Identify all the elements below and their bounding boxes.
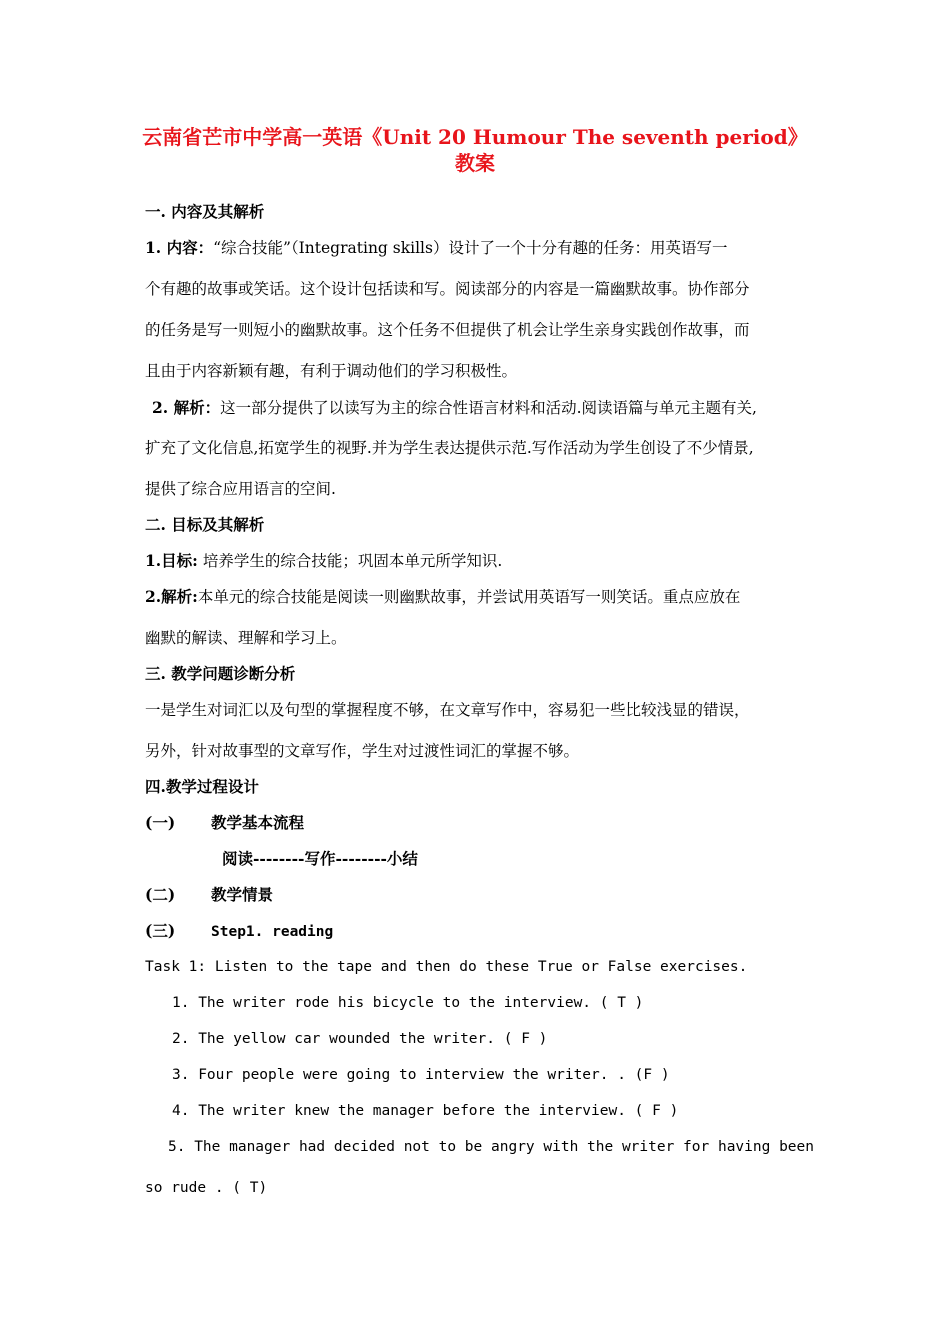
exercise-item-5-line1: 5. The manager had decided not to be angry with the writer for having been [168, 1139, 815, 1155]
section2-item1-text: 培养学生的综合技能；巩固本单元所学知识. [197, 552, 503, 570]
document-title-line2: 教案 [455, 151, 495, 175]
section1-item2-line2: 扩充了文化信息,拓宽学生的视野.并为学生表达提供示范.写作活动为学生创设了不少情景, [145, 439, 754, 457]
section2-item2-line1 [145, 587, 740, 607]
section1-item1-line3: 的任务是写一则短小的幽默故事。这个任务不但提供了机会让学生亲身实践创作故事，而 [145, 321, 750, 339]
section2-item2-text: 本单元的综合技能是阅读一则幽默故事，并尝试用英语写一则笑话。重点应放在 [197, 588, 741, 606]
exercise-item-3: 3. Four people were going to interview the writer. . (F ) [172, 1067, 670, 1083]
section1-item1-line1 [145, 238, 727, 258]
section1-item2-line1 [152, 398, 757, 418]
section3-line2: 另外，针对故事型的文章写作，学生对过渡性词汇的掌握不够。 [145, 742, 580, 760]
section4-sub2-number: (二) [145, 885, 176, 904]
section1-item1-line2: 个有趣的故事或笑话。这个设计包括读和写。阅读部分的内容是一篇幽默故事。协作部分 [145, 280, 750, 298]
section1-heading: 一. 内容及其解析 [145, 202, 265, 221]
teaching-flow: 阅读--------写作--------小结 [222, 849, 418, 868]
section1-item2-label: 2. 解析： [152, 398, 221, 417]
section2-item1-label: 1.目标: [145, 551, 198, 570]
section1-item2-text: 这一部分提供了以读写为主的综合性语言材料和活动.阅读语篇与单元主题有关, [220, 399, 757, 417]
section1-item1-text: “综合技能”（Integrating skills）设计了一个十分有趣的任务：用英语写一 [213, 239, 728, 257]
document-title-line1: 云南省芒市中学高一英语《Unit 20 Humour The seventh period》 [142, 125, 808, 149]
section2-item1 [145, 551, 502, 571]
section4-sub2 [145, 885, 273, 905]
section2-item2-label: 2.解析: [145, 587, 198, 606]
section3-line1: 一是学生对词汇以及句型的掌握程度不够，在文章写作中，容易犯一些比较浅显的错误， [145, 701, 750, 719]
section4-sub3 [145, 921, 333, 942]
section2-heading: 二. 目标及其解析 [145, 515, 265, 534]
section1-item1-line4: 且由于内容新颖有趣，有利于调动他们的学习积极性。 [145, 362, 518, 380]
exercise-item-2: 2. The yellow car wounded the writer. ( F ) [172, 1031, 548, 1047]
section4-sub2-text: 教学情景 [211, 885, 274, 904]
section1-item2-line3: 提供了综合应用语言的空间. [145, 480, 336, 498]
section4-sub1-text: 教学基本流程 [211, 813, 305, 832]
exercise-item-4: 4. The writer knew the manager before the interview. ( F ) [172, 1103, 679, 1119]
section4-sub1-number: (一) [145, 813, 176, 832]
section4-heading: 四.教学过程设计 [145, 777, 259, 796]
section4-sub3-text: Step1. reading [211, 924, 334, 940]
section3-heading: 三. 教学问题诊断分析 [145, 664, 296, 683]
section2-item2-line2: 幽默的解读、理解和学习上。 [145, 629, 347, 647]
task1-instruction: Task 1: Listen to the tape and then do these True or False exercises. [145, 959, 748, 975]
section4-sub3-number: (三) [145, 921, 176, 940]
exercise-item-5-line2: so rude . ( T) [145, 1180, 268, 1196]
exercise-item-1: 1. The writer rode his bicycle to the interview. ( T ) [172, 995, 644, 1011]
section1-item1-label: 1. 内容： [145, 238, 214, 257]
section4-sub1 [145, 813, 304, 833]
